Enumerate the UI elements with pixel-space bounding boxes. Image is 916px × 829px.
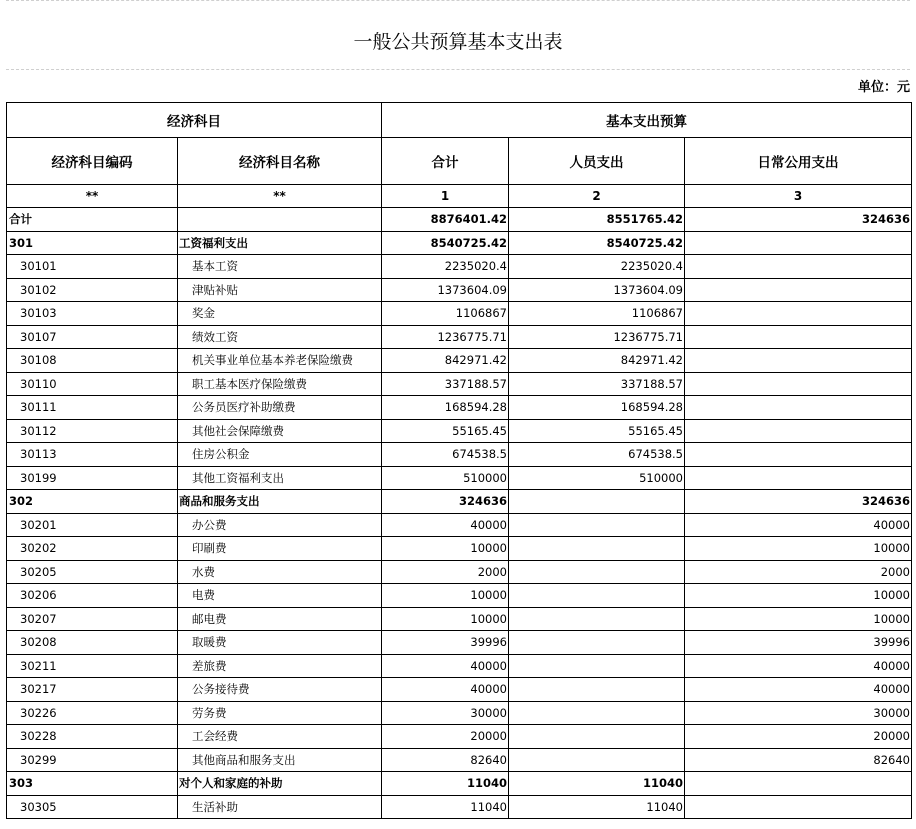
total-cell: 11040	[382, 795, 509, 819]
table-row	[7, 537, 912, 561]
total-cell: 2000	[382, 560, 509, 584]
header-total: 合计	[382, 138, 509, 185]
personnel-cell	[509, 560, 685, 584]
table-row	[7, 701, 912, 725]
public-cell: 324636	[685, 208, 912, 232]
table-row	[7, 302, 912, 326]
table-row	[7, 748, 912, 772]
table-row	[7, 584, 912, 608]
index-cell: 3	[685, 185, 912, 208]
personnel-cell	[509, 584, 685, 608]
code-cell: 30217	[7, 678, 178, 702]
header-personnel: 人员支出	[509, 138, 685, 185]
code-cell: 30201	[7, 513, 178, 537]
total-cell: 30000	[382, 701, 509, 725]
code-cell: 303	[7, 772, 178, 796]
public-cell	[685, 372, 912, 396]
personnel-cell: 842971.42	[509, 349, 685, 373]
code-cell: 30207	[7, 607, 178, 631]
personnel-cell: 168594.28	[509, 396, 685, 420]
personnel-cell	[509, 701, 685, 725]
personnel-cell: 1236775.71	[509, 325, 685, 349]
personnel-cell	[509, 537, 685, 561]
header-name: 经济科目名称	[178, 138, 382, 185]
total-cell: 10000	[382, 584, 509, 608]
total-cell: 40000	[382, 678, 509, 702]
name-cell: 邮电费	[178, 607, 382, 631]
name-cell: 水费	[178, 560, 382, 584]
code-cell: 30111	[7, 396, 178, 420]
header-econ-group: 经济科目	[7, 103, 382, 138]
name-cell: 差旅费	[178, 654, 382, 678]
public-cell: 10000	[685, 607, 912, 631]
table-row	[7, 560, 912, 584]
table-row	[7, 678, 912, 702]
public-cell	[685, 419, 912, 443]
public-cell	[685, 466, 912, 490]
name-cell: 机关事业单位基本养老保险缴费	[178, 349, 382, 373]
code-cell: 30211	[7, 654, 178, 678]
public-cell	[685, 349, 912, 373]
public-cell: 40000	[685, 678, 912, 702]
total-cell: 8876401.42	[382, 208, 509, 232]
table-row	[7, 443, 912, 467]
table-row	[7, 325, 912, 349]
personnel-cell: 11040	[509, 795, 685, 819]
public-cell: 2000	[685, 560, 912, 584]
table-row	[7, 513, 912, 537]
name-cell: 职工基本医疗保险缴费	[178, 372, 382, 396]
personnel-cell	[509, 513, 685, 537]
total-cell: 1373604.09	[382, 278, 509, 302]
code-cell: 30107	[7, 325, 178, 349]
public-cell: 39996	[685, 631, 912, 655]
table-row	[7, 396, 912, 420]
public-cell	[685, 795, 912, 819]
title-band	[6, 0, 910, 70]
table-row	[7, 255, 912, 279]
public-cell	[685, 772, 912, 796]
code-cell: 合计	[7, 208, 178, 232]
public-cell: 324636	[685, 490, 912, 514]
public-cell	[685, 325, 912, 349]
total-cell: 40000	[382, 513, 509, 537]
public-cell	[685, 443, 912, 467]
table-row	[7, 490, 912, 514]
personnel-cell: 1373604.09	[509, 278, 685, 302]
total-cell: 510000	[382, 466, 509, 490]
table-row	[7, 725, 912, 749]
code-cell: 30112	[7, 419, 178, 443]
public-cell: 10000	[685, 584, 912, 608]
table-row	[7, 654, 912, 678]
public-cell	[685, 255, 912, 279]
name-cell: 其他商品和服务支出	[178, 748, 382, 772]
table-row	[7, 607, 912, 631]
table-row	[7, 208, 912, 232]
public-cell: 20000	[685, 725, 912, 749]
public-cell: 40000	[685, 654, 912, 678]
name-cell: 工会经费	[178, 725, 382, 749]
total-cell: 40000	[382, 654, 509, 678]
name-cell: 取暖费	[178, 631, 382, 655]
code-cell: 30199	[7, 466, 178, 490]
personnel-cell: 55165.45	[509, 419, 685, 443]
name-cell: 绩效工资	[178, 325, 382, 349]
personnel-cell	[509, 725, 685, 749]
personnel-cell: 674538.5	[509, 443, 685, 467]
personnel-cell	[509, 631, 685, 655]
total-cell: 20000	[382, 725, 509, 749]
name-cell: 商品和服务支出	[178, 490, 382, 514]
table-row	[7, 772, 912, 796]
total-cell: 674538.5	[382, 443, 509, 467]
personnel-cell: 8540725.42	[509, 231, 685, 255]
total-cell: 8540725.42	[382, 231, 509, 255]
personnel-cell: 2235020.4	[509, 255, 685, 279]
header-row-index	[7, 185, 912, 208]
page-title: 一般公共预算基本支出表	[353, 31, 563, 53]
total-cell: 82640	[382, 748, 509, 772]
code-cell: 30305	[7, 795, 178, 819]
table-row	[7, 631, 912, 655]
total-cell: 1106867	[382, 302, 509, 326]
public-cell: 82640	[685, 748, 912, 772]
total-cell: 337188.57	[382, 372, 509, 396]
index-cell: **	[178, 185, 382, 208]
personnel-cell: 1106867	[509, 302, 685, 326]
table-row	[7, 466, 912, 490]
name-cell: 印刷费	[178, 537, 382, 561]
total-cell: 10000	[382, 607, 509, 631]
name-cell: 津贴补贴	[178, 278, 382, 302]
personnel-cell: 337188.57	[509, 372, 685, 396]
code-cell: 301	[7, 231, 178, 255]
table-row	[7, 278, 912, 302]
personnel-cell: 8551765.42	[509, 208, 685, 232]
personnel-cell	[509, 654, 685, 678]
table-row	[7, 349, 912, 373]
personnel-cell: 510000	[509, 466, 685, 490]
name-cell: 生活补助	[178, 795, 382, 819]
name-cell: 其他工资福利支出	[178, 466, 382, 490]
code-cell: 30299	[7, 748, 178, 772]
personnel-cell: 11040	[509, 772, 685, 796]
code-cell: 30101	[7, 255, 178, 279]
total-cell: 842971.42	[382, 349, 509, 373]
total-cell: 55165.45	[382, 419, 509, 443]
total-cell: 39996	[382, 631, 509, 655]
name-cell: 对个人和家庭的补助	[178, 772, 382, 796]
code-cell: 30113	[7, 443, 178, 467]
public-cell: 10000	[685, 537, 912, 561]
index-cell: 2	[509, 185, 685, 208]
total-cell: 10000	[382, 537, 509, 561]
name-cell: 住房公积金	[178, 443, 382, 467]
index-cell: **	[7, 185, 178, 208]
code-cell: 302	[7, 490, 178, 514]
total-cell: 11040	[382, 772, 509, 796]
name-cell: 电费	[178, 584, 382, 608]
code-cell: 30208	[7, 631, 178, 655]
name-cell: 劳务费	[178, 701, 382, 725]
code-cell: 30206	[7, 584, 178, 608]
code-cell: 30226	[7, 701, 178, 725]
name-cell: 公务员医疗补助缴费	[178, 396, 382, 420]
total-cell: 168594.28	[382, 396, 509, 420]
unit-row	[6, 68, 910, 103]
header-row-group	[7, 103, 912, 138]
header-row-columns	[7, 138, 912, 185]
public-cell: 40000	[685, 513, 912, 537]
header-budget-group: 基本支出预算	[382, 103, 912, 138]
total-cell: 2235020.4	[382, 255, 509, 279]
table-row	[7, 419, 912, 443]
code-cell: 30108	[7, 349, 178, 373]
header-code: 经济科目编码	[7, 138, 178, 185]
personnel-cell	[509, 607, 685, 631]
personnel-cell	[509, 490, 685, 514]
public-cell	[685, 231, 912, 255]
total-cell: 1236775.71	[382, 325, 509, 349]
name-cell: 公务接待费	[178, 678, 382, 702]
personnel-cell	[509, 748, 685, 772]
code-cell: 30202	[7, 537, 178, 561]
index-cell: 1	[382, 185, 509, 208]
header-public: 日常公用支出	[685, 138, 912, 185]
code-cell: 30205	[7, 560, 178, 584]
code-cell: 30103	[7, 302, 178, 326]
table-row	[7, 795, 912, 819]
personnel-cell	[509, 678, 685, 702]
table-row	[7, 231, 912, 255]
public-cell	[685, 396, 912, 420]
budget-table	[6, 102, 912, 819]
code-cell: 30102	[7, 278, 178, 302]
public-cell: 30000	[685, 701, 912, 725]
total-cell: 324636	[382, 490, 509, 514]
code-cell: 30110	[7, 372, 178, 396]
name-cell: 其他社会保障缴费	[178, 419, 382, 443]
table-row	[7, 372, 912, 396]
name-cell: 工资福利支出	[178, 231, 382, 255]
name-cell: 办公费	[178, 513, 382, 537]
name-cell: 基本工资	[178, 255, 382, 279]
code-cell: 30228	[7, 725, 178, 749]
name-cell: 奖金	[178, 302, 382, 326]
unit-label: 单位：元	[857, 80, 910, 95]
public-cell	[685, 278, 912, 302]
public-cell	[685, 302, 912, 326]
name-cell	[178, 208, 382, 232]
